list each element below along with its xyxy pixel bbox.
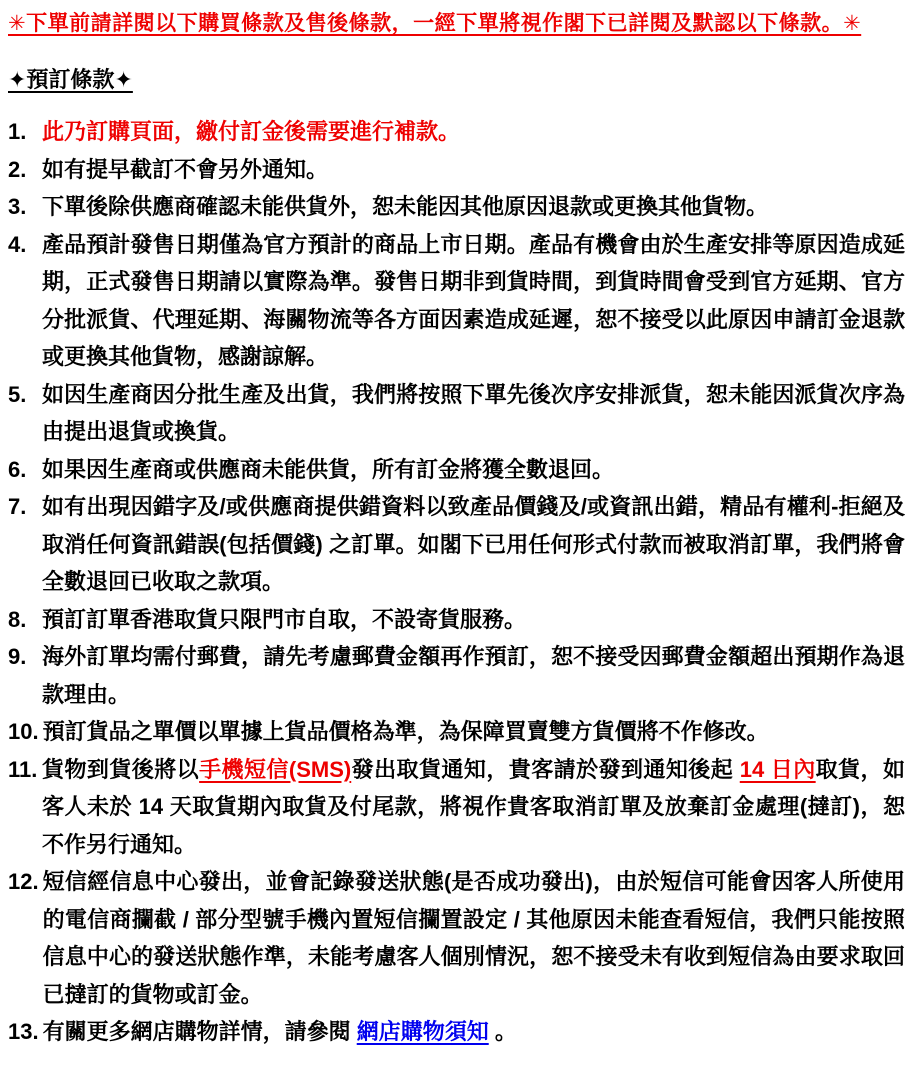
term-text [42,751,905,864]
term-text [43,863,905,1013]
term-segment: 下單後除供應商確認未能供貨外，恕未能因其他原因退款或更換其他貨物。 [42,194,769,219]
term-item [8,451,905,489]
term-item [8,188,905,226]
term-segment: 產品預計發售日期僅為官方預計的商品上市日期。產品有機會由於生產安排等原因造成延期，正式發售日期請以實際為準。發售日期非到貨時間，到貨時間會受到官方延期、官方分批派貨、代理延期、海關物流等各方面因素造成延遲，恕不接受以此原因申請訂金退款或更換其他貨物，感謝諒解。 [42,231,905,369]
term-item [8,226,905,376]
term-number: 5. [8,381,27,407]
term-number: 6. [8,456,27,482]
term-segment: 預訂訂單香港取貨只限門市自取，不設寄貨服務。 [42,606,527,632]
term-item [8,751,905,864]
term-item [8,638,905,713]
term-number: 2. [8,156,27,182]
term-number: 12. [8,869,39,894]
term-segment: 貨物到貨後將以 [42,756,200,782]
term-segment: 如因生產商因分批生產及出貨，我們將按照下單先後次序安排派貨，恕未能因派貨次序為由提出退貨或換貨。 [42,381,905,444]
term-item [8,1013,905,1051]
term-number: 7. [8,494,27,519]
term-number: 13. [8,1019,39,1044]
term-item [8,151,905,189]
term-text [42,601,905,639]
term-text [43,713,905,751]
term-segment: 如果因生產商或供應商未能供貨，所有訂金將獲全數退回。 [42,456,615,482]
term-item [8,713,905,751]
pre-order-warning-notice: ✳下單前請詳閱以下購買條款及售後條款，一經下單將視作閣下已詳閱及默認以下條款。✳ [8,12,862,35]
term-segment: 14 日內 [739,756,816,782]
section-heading-preorder-terms: ✦預訂條款✦ [8,67,133,92]
term-segment: 取貨，如客人未於 14 天取貨期內取貨及付尾款，將視作貴客取消訂單及放棄訂金處理(撻訂)，恕不作另行通知。 [42,756,905,857]
term-segment: 有關更多網店購物詳情，請參閱 [42,1019,357,1044]
term-number: 9. [8,644,27,669]
term-number: 11. [8,756,38,782]
term-segment: 發出取貨通知，貴客請於發到通知後起 [351,756,740,782]
term-segment: 此乃訂購頁面，繳付訂金後需要進行補款。 [42,119,461,144]
term-text [42,226,905,376]
term-number: 1. [8,119,27,144]
term-segment: 如有出現因錯字及/或供應商提供錯資料以致產品價錢及/或資訊出錯，精品有權利-拒絕及取消任何資訊錯誤(包括價錢) 之訂單。如閣下已用任何形式付款而被取消訂單，我們將會全數退回已收取之款項。 [42,494,905,594]
term-item [8,601,905,639]
term-segment: 。 [488,1019,517,1044]
term-text [42,113,905,151]
term-item [8,488,905,601]
term-segment: 短信經信息中心發出，並會記錄發送狀態(是否成功發出)，由於短信可能會因客人所使用的電信商攔截 / 部分型號手機內置短信攔置設定 / 其他原因未能查看短信，我們只能按照信息中心的發送狀態作準，未能考慮客人個別情況，恕不接受未有收到短信為由要求取回已撻訂的貨物或訂金。 [42,869,905,1007]
term-text [42,376,905,451]
term-text [42,188,905,226]
term-text [42,151,905,189]
term-segment: 預訂貨品之單價以單據上貨品價格為準，為保障買賣雙方貨價將不作修改。 [42,719,769,744]
term-text [42,488,905,601]
term-text [42,638,905,713]
term-number: 8. [8,606,27,632]
term-item [8,863,905,1013]
term-number: 3. [8,194,27,219]
term-number: 10. [8,719,39,744]
term-text [43,1013,905,1051]
term-segment: 如有提早截訂不會另外通知。 [42,156,329,182]
terms-list [8,113,905,1051]
term-item [8,113,905,151]
term-number: 4. [8,231,27,257]
term-segment: 手機短信(SMS) [199,756,352,782]
term-item [8,376,905,451]
term-segment: 海外訂單均需付郵費，請先考慮郵費金額再作預訂，恕不接受因郵費金額超出預期作為退款理由。 [42,644,905,707]
shop-guide-link[interactable]: 網店購物須知 [356,1019,489,1044]
term-text [42,451,905,489]
